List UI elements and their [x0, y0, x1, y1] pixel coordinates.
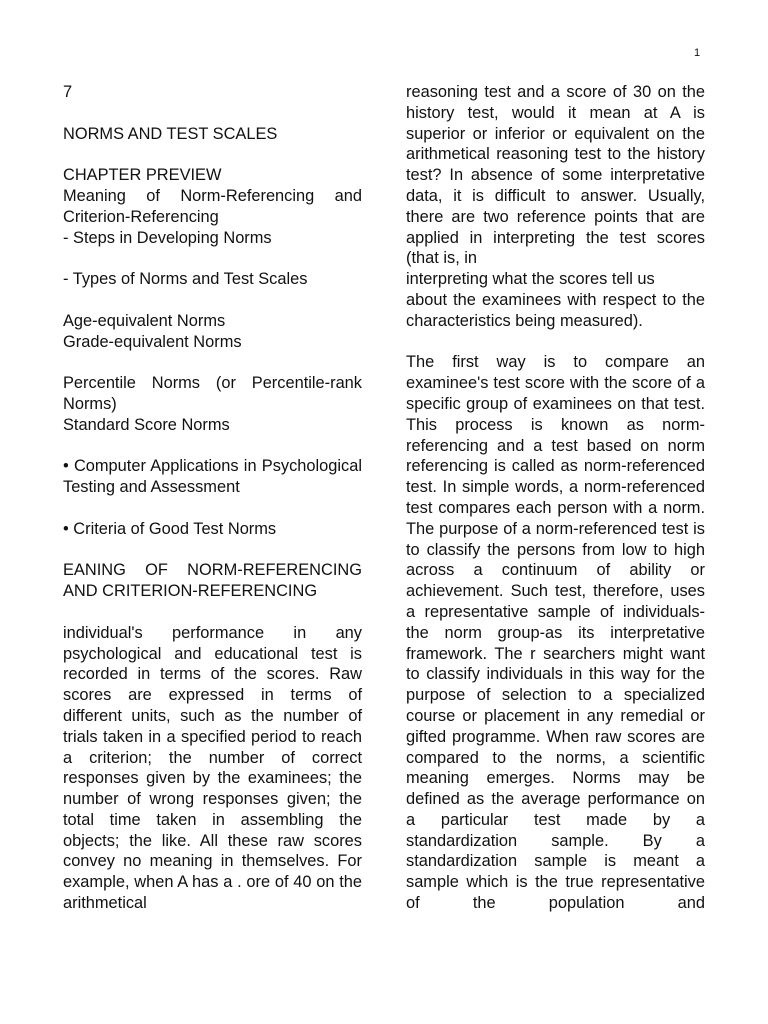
preview-item: Grade-equivalent Norms — [63, 332, 242, 351]
right-column — [406, 82, 705, 914]
body-paragraph: about the examinees with respect to the characteristics being measured). — [406, 290, 705, 330]
body-paragraph: The first way is to compare an examinee's test score with the score of a specific group of examinees on that test. This process is known as norm-referencing and a test based on norm referencing is called as norm-referenced test. In simple words, a norm-referenced test compares each person with a norm. The purpose of a norm-referenced test is to classify the persons from low to high across a continuum of ability or achievement. Such test, therefore, uses a representative sample of individuals-the norm group-as its interpretative framework. The r searchers might want to classify individuals in this way for the purpose of selection to a specialized course or placement in any remedial or gifted programme. When raw scores are compared to the norms, a scientific meaning emerges. Norms may be defined as the average performance on a particular test made by a standardization sample. By a standardization sample is meant a sample which is the true representative of the population and — [406, 353, 705, 913]
preview-item: - Types of Norms and Test Scales — [63, 270, 308, 289]
preview-item: - Steps in Developing Norms — [63, 228, 272, 247]
chapter-title: NORMS AND TEST SCALES — [63, 124, 278, 143]
page-number: 1 — [694, 47, 701, 59]
chapter-number: 7 — [63, 83, 73, 101]
body-paragraph: reasoning test and a score of 30 on the history test, would it mean at A is superior or inferior or equivalent on the arithmetical reasoning test to the history test? In absence of some interpretative data, it is difficult to answer. Usually, there are two reference points that are applied in interpreting the test scores (that is, in — [406, 83, 705, 268]
left-column — [63, 82, 362, 914]
section-heading: EANING OF NORM-REFERENCING AND CRITERION-REFERENCING — [63, 561, 362, 601]
preview-item: Meaning of Norm-Referencing and Criterion-Referencing — [63, 186, 362, 226]
chapter-preview-heading: CHAPTER PREVIEW — [63, 166, 222, 185]
preview-item: Percentile Norms (or Percentile-rank Norms) — [63, 374, 362, 413]
bullet-item: • Criteria of Good Test Norms — [63, 519, 277, 538]
body-line: interpreting what the scores tell us — [406, 270, 655, 289]
preview-item: Age-equivalent Norms — [63, 311, 226, 330]
body-paragraph: individual's performance in any psychological and educational test is recorded in terms of the scores. Raw scores are expressed in terms of different units, such as the number of trials taken in a specified period to reach a criterion; the number of correct responses given by the examinees; the number of wrong responses given; the total time taken in assembling the objects; the like. All these raw scores convey no meaning in themselves. For example, when A has a . ore of 40 on the arithmetical — [63, 623, 362, 913]
bullet-item: • Computer Applications in Psychological Testing and Assessment — [63, 457, 362, 497]
preview-item: Standard Score Norms — [63, 415, 230, 434]
